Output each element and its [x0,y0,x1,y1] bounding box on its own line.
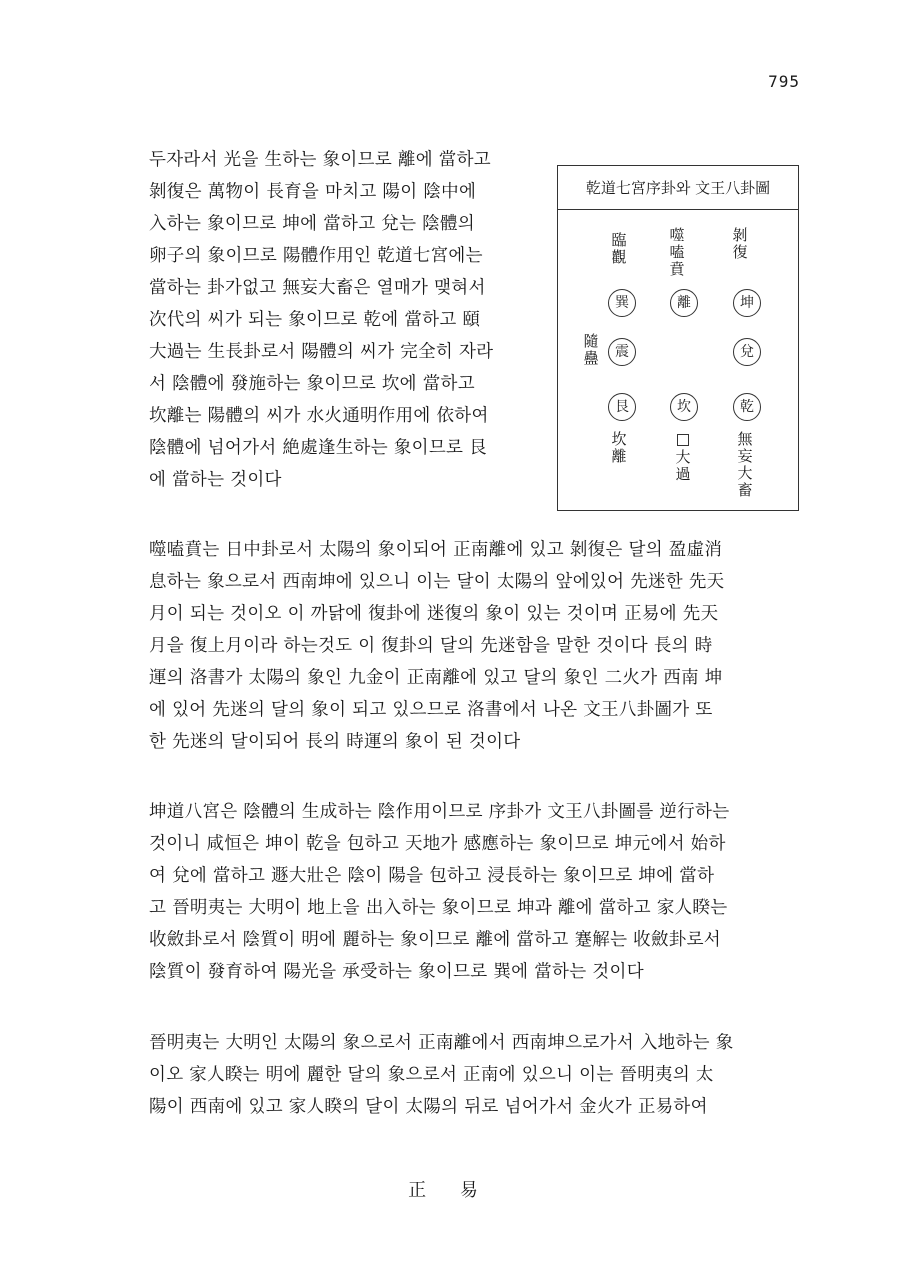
trigram-qian: 乾 [733,393,761,421]
diagram-title: 乾道七宮序卦와 文王八卦圖 [558,166,798,210]
text-line: 고 晉明夷는 大明이 地上을 出入하는 象이므로 坤과 離에 當하고 家人睽는 [149,898,728,918]
text-line: 에 있어 先迷의 달의 象이 되고 있으므로 洛書에서 나온 文王八卦圖가 또 [149,700,713,720]
trigram-diagram [557,165,799,511]
trigram-zhen: 震 [608,338,636,366]
trigram-gen: 艮 [608,393,636,421]
text-line: 月을 復上月이라 하는것도 이 復卦의 달의 先迷함을 말한 것이다 長의 時 [149,636,713,656]
page-footer: 正 易 [408,1180,492,1201]
page-number: 795 [768,72,800,91]
label-shike-bi: 噬嗑賁 [669,226,685,278]
text-line: 여 兌에 當하고 遯大壯은 陰이 陽을 包하고 浸長하는 象이므로 坤에 當하 [149,866,715,886]
trigram-xun: 巽 [608,289,636,317]
text-line: 月이 되는 것이오 이 까닭에 復卦에 迷復의 象이 있는 것이며 正易에 先天 [149,604,719,624]
text-line: 坤道八宮은 陰體의 生成하는 陰作用이므로 序卦가 文王八卦圖를 逆行하는 [149,802,730,822]
text-line: 入하는 象이므로 坤에 當하고 兌는 陰體의 [149,214,475,234]
trigram-li: 離 [670,289,698,317]
label-kan-li: 坎離 [611,430,627,465]
text-line: 에 當하는 것이다 [149,470,282,490]
text-line: 晉明夷는 大明인 太陽의 象으로서 正南離에서 西南坤으로가서 入地하는 象 [149,1033,734,1053]
label-sui-gu: 隨蠱 [583,332,599,367]
text-line: 陰質이 發育하여 陽光을 承受하는 象이므로 巽에 當하는 것이다 [149,962,644,982]
text-line: 陰體에 넘어가서 絶處逢生하는 象이므로 艮 [149,438,487,458]
label-bo-fu: 剝復 [732,226,748,261]
text-line: 運의 洛書가 太陽의 象인 九金이 正南離에 있고 달의 象인 二火가 西南 坤 [149,668,723,688]
text-line: 것이니 咸恒은 坤이 乾을 包하고 天地가 感應하는 象이므로 坤元에서 始하 [149,834,726,854]
text-line: 이오 家人睽는 明에 麗한 달의 象으로서 正南에 있으니 이는 晉明夷의 太 [149,1065,714,1085]
text-line: 坎離는 陽體의 씨가 水火通明作用에 依하여 [149,406,489,426]
text-line: 剝復은 萬物이 長育을 마치고 陽이 陰中에 [149,182,477,202]
label-wuwang-dachu: 無妄大畜 [737,430,753,499]
text-line: 한 先迷의 달이되어 長의 時運의 象이 된 것이다 [149,732,521,752]
text-line: 두자라서 光을 生하는 象이므로 離에 當하고 [149,150,491,170]
trigram-dui: 兌 [733,338,761,366]
text-line: 噬嗑賁는 日中卦로서 太陽의 象이되어 正南離에 있고 剝復은 달의 盈虛消 [149,540,723,560]
text-line: 서 陰體에 發施하는 象이므로 坎에 當하고 [149,374,475,394]
text-line: 息하는 象으로서 西南坤에 있으니 이는 달이 太陽의 앞에있어 先迷한 先天 [149,572,725,592]
trigram-kun: 坤 [733,289,761,317]
square-mark-icon [677,434,689,446]
text-line: 次代의 씨가 되는 象이므로 乾에 當하고 頤 [149,310,481,330]
text-line: 卵子의 象이므로 陽體作用인 乾道七宮에는 [149,246,483,266]
label-da-guo: 大過 [675,448,691,483]
trigram-kan: 坎 [670,393,698,421]
text-line: 大過는 生長卦로서 陽體의 씨가 完全히 자라 [149,342,494,362]
label-lin-guan: 臨觀 [611,231,627,266]
text-line: 當하는 卦가없고 無妄大畜은 열매가 맺혀서 [149,278,486,298]
text-line: 陽이 西南에 있고 家人睽의 달이 太陽의 뒤로 넘어가서 金火가 正易하여 [149,1097,708,1117]
text-line: 收斂卦로서 陰質이 明에 麗하는 象이므로 離에 當하고 蹇解는 收斂卦로서 [149,930,721,950]
